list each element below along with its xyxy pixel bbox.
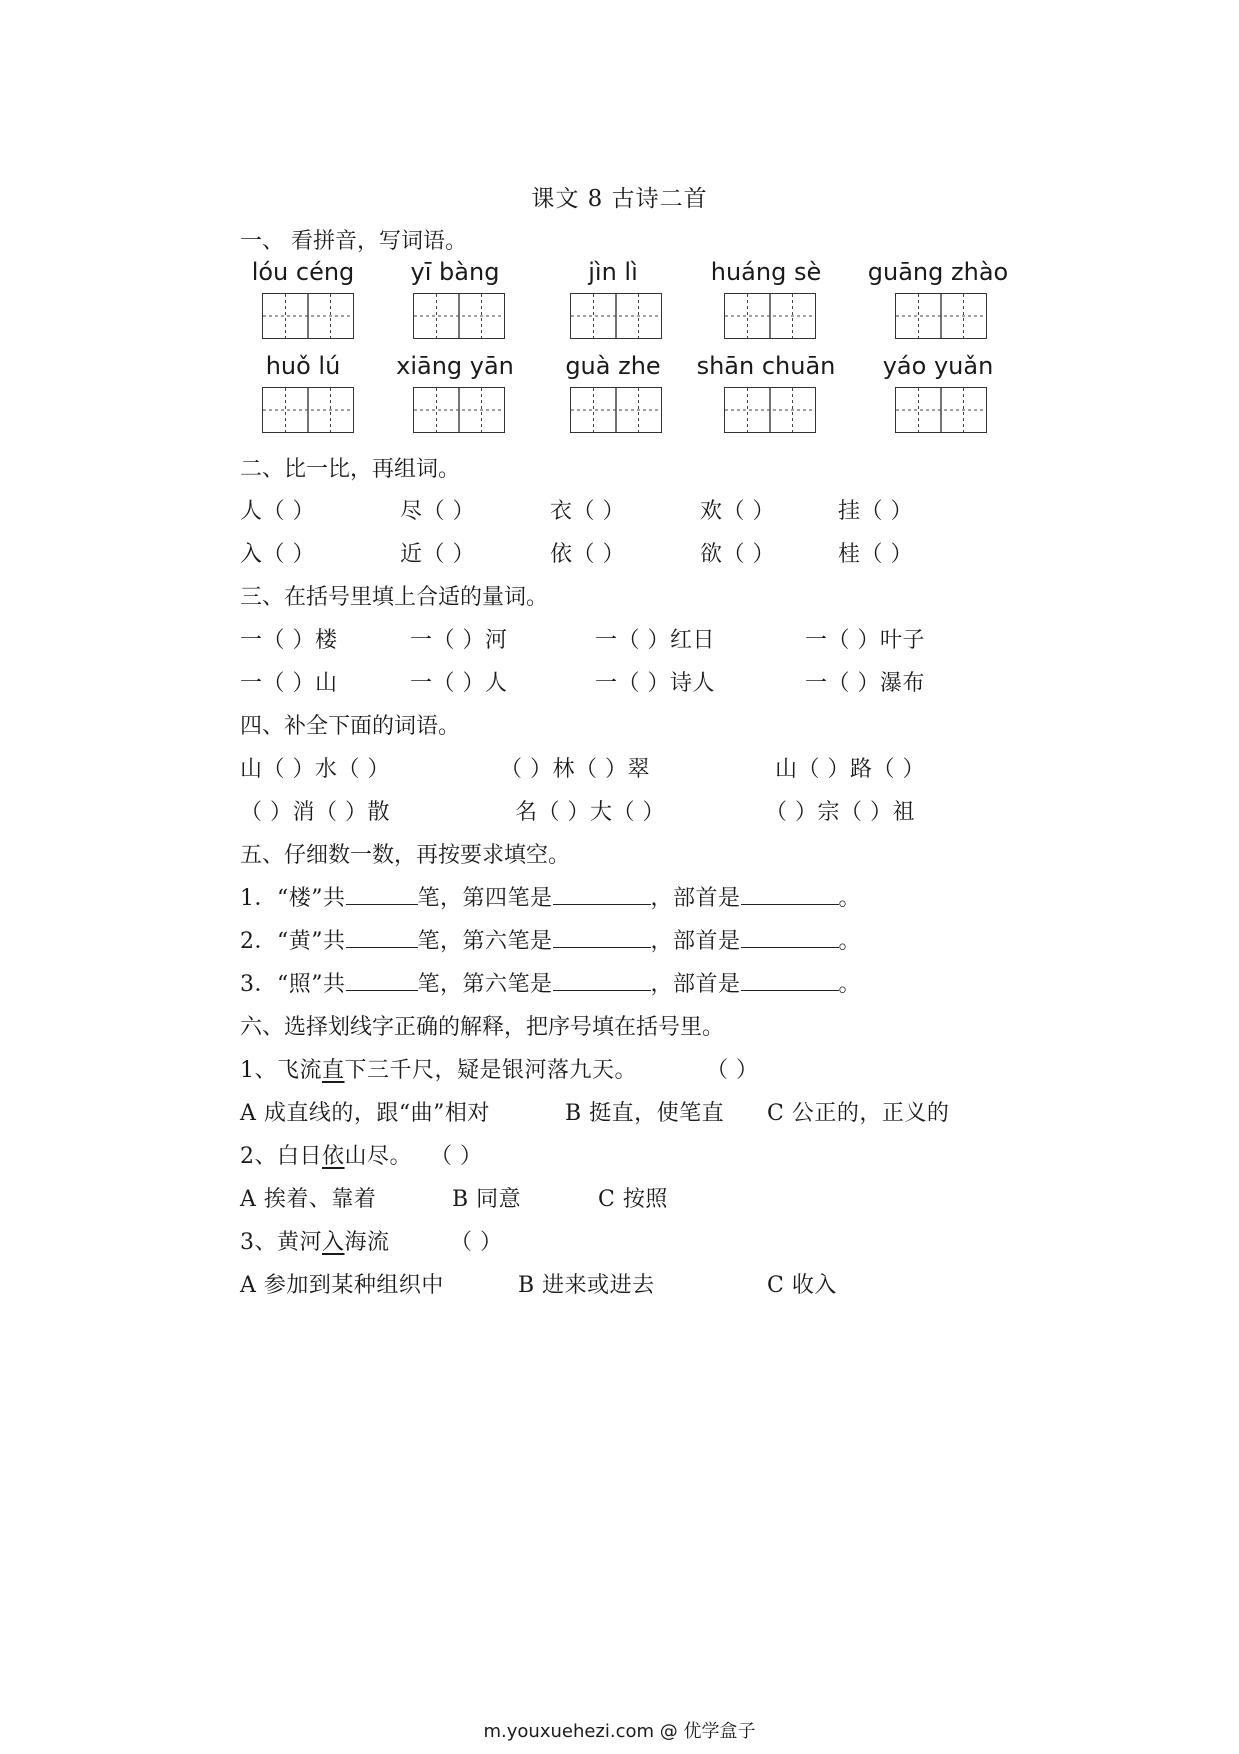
pinyin-label: huǒ lú (265, 352, 341, 380)
pinyin-label: xiāng yān (396, 352, 514, 380)
question-text: 2、白日 (240, 1144, 322, 1169)
compare-item[interactable]: 依（ ） (550, 542, 625, 567)
writing-grid[interactable] (895, 387, 987, 433)
stroke-count-blank[interactable] (346, 882, 418, 905)
pinyin-label: shān chuān (696, 352, 836, 380)
writing-grid[interactable] (570, 387, 662, 433)
pinyin-label: guāng zhào (867, 258, 1009, 286)
section-1-heading: 一、 看拼音，写词语。 (240, 229, 467, 254)
question-text: 3、黄河 (240, 1230, 322, 1255)
stroke-count-item (240, 881, 861, 912)
compare-item[interactable]: 人（ ） (240, 499, 315, 524)
complete-item[interactable]: （ ）林（ ）翠 (500, 757, 650, 782)
stroke-question-text: 笔，第四笔是 (417, 886, 553, 911)
section-6-heading: 六、选择划线字正确的解释，把序号填在括号里。 (240, 1015, 725, 1040)
punct: 。 (838, 972, 862, 997)
option-a: A 挨着、靠着 (240, 1187, 377, 1212)
answer-paren[interactable]: （ ） (450, 1230, 503, 1255)
pinyin-label: guà zhe (565, 352, 661, 380)
answer-paren[interactable]: （ ） (706, 1058, 759, 1083)
writing-grid[interactable] (724, 387, 816, 433)
measure-item[interactable]: 一（ ）诗人 (595, 671, 715, 696)
stroke-blank[interactable] (553, 968, 651, 991)
measure-item[interactable]: 一（ ）瀑布 (805, 671, 925, 696)
section-5-heading: 五、仔细数一数，再按要求填空。 (240, 843, 571, 868)
measure-item[interactable]: 一（ ）人 (410, 671, 508, 696)
stroke-question-text: 笔，第六笔是 (417, 929, 553, 954)
underlined-char: 直 (322, 1058, 345, 1083)
option-b: B 挺直，使笔直 (565, 1101, 725, 1126)
writing-grid[interactable] (262, 293, 354, 339)
option-c: C 收入 (767, 1273, 837, 1298)
radical-question-text: ，部首是 (650, 929, 741, 954)
radical-question-text: ，部首是 (650, 886, 741, 911)
stroke-question-text: 笔，第六笔是 (417, 972, 553, 997)
option-b: B 同意 (452, 1187, 522, 1212)
underlined-char: 入 (322, 1230, 345, 1255)
punct: 。 (838, 929, 862, 954)
question-text: 山尽。 (344, 1144, 413, 1169)
complete-item[interactable]: （ ）消（ ）散 (240, 800, 390, 825)
pinyin-label: yī bàng (410, 258, 500, 286)
pinyin-label: yáo yuǎn (882, 352, 994, 380)
measure-item[interactable]: 一（ ）红日 (595, 628, 715, 653)
measure-item[interactable]: 一（ ）楼 (240, 628, 338, 653)
radical-blank[interactable] (741, 925, 839, 948)
stroke-question-char: 2．“黄”共 (240, 929, 346, 954)
compare-item[interactable]: 尽（ ） (400, 499, 475, 524)
stroke-count-blank[interactable] (346, 925, 418, 948)
pinyin-label: lóu céng (251, 258, 355, 286)
punct: 。 (838, 886, 862, 911)
writing-grid[interactable] (895, 293, 987, 339)
section-3-heading: 三、在括号里填上合适的量词。 (240, 585, 549, 610)
section-4-heading: 四、补全下面的词语。 (240, 714, 461, 739)
writing-grid[interactable] (724, 293, 816, 339)
stroke-blank[interactable] (553, 925, 651, 948)
radical-blank[interactable] (741, 968, 839, 991)
complete-item[interactable]: （ ）宗（ ）祖 (765, 800, 915, 825)
option-a: A 参加到某种组织中 (240, 1273, 444, 1298)
complete-item[interactable]: 名（ ）大（ ） (515, 800, 665, 825)
stroke-count-item (240, 967, 861, 998)
compare-item[interactable]: 欲（ ） (700, 542, 775, 567)
stroke-count-item (240, 924, 861, 955)
measure-item[interactable]: 一（ ）山 (240, 671, 338, 696)
stroke-blank[interactable] (553, 882, 651, 905)
writing-grid[interactable] (413, 387, 505, 433)
writing-grid[interactable] (570, 293, 662, 339)
pinyin-label: huáng sè (710, 258, 822, 286)
meaning-question-3 (240, 1225, 503, 1256)
measure-item[interactable]: 一（ ）河 (410, 628, 508, 653)
writing-grid[interactable] (413, 293, 505, 339)
radical-blank[interactable] (741, 882, 839, 905)
stroke-question-char: 3．“照”共 (240, 972, 346, 997)
page-title: 课文 8 古诗二首 (531, 186, 708, 212)
writing-grid[interactable] (262, 387, 354, 433)
question-text: 下三千尺，疑是银河落九天。 (344, 1058, 638, 1083)
pinyin-label: jìn lì (588, 258, 638, 286)
compare-item[interactable]: 衣（ ） (550, 499, 625, 524)
compare-item[interactable]: 欢（ ） (700, 499, 775, 524)
stroke-count-blank[interactable] (346, 968, 418, 991)
option-c: C 公正的，正义的 (767, 1101, 950, 1126)
option-b: B 进来或进去 (518, 1273, 655, 1298)
complete-item[interactable]: 山（ ）路（ ） (775, 757, 925, 782)
compare-item[interactable]: 挂（ ） (838, 499, 913, 524)
stroke-question-char: 1．“楼”共 (240, 886, 346, 911)
compare-item[interactable]: 入（ ） (240, 542, 315, 567)
option-c: C 按照 (598, 1187, 668, 1212)
underlined-char: 依 (322, 1144, 345, 1169)
footer-watermark: m.youxuehezi.com @ 优学盒子 (483, 1721, 756, 1742)
question-text: 海流 (344, 1230, 390, 1255)
complete-item[interactable]: 山（ ）水（ ） (240, 757, 390, 782)
option-a: A 成直线的，跟“曲”相对 (240, 1101, 490, 1126)
compare-item[interactable]: 桂（ ） (838, 542, 913, 567)
radical-question-text: ，部首是 (650, 972, 741, 997)
measure-item[interactable]: 一（ ）叶子 (805, 628, 925, 653)
question-text: 1、飞流 (240, 1058, 322, 1083)
meaning-question-1 (240, 1053, 759, 1084)
compare-item[interactable]: 近（ ） (400, 542, 475, 567)
answer-paren[interactable]: （ ） (430, 1144, 483, 1169)
section-2-heading: 二、比一比，再组词。 (240, 457, 461, 482)
meaning-question-2 (240, 1139, 483, 1170)
